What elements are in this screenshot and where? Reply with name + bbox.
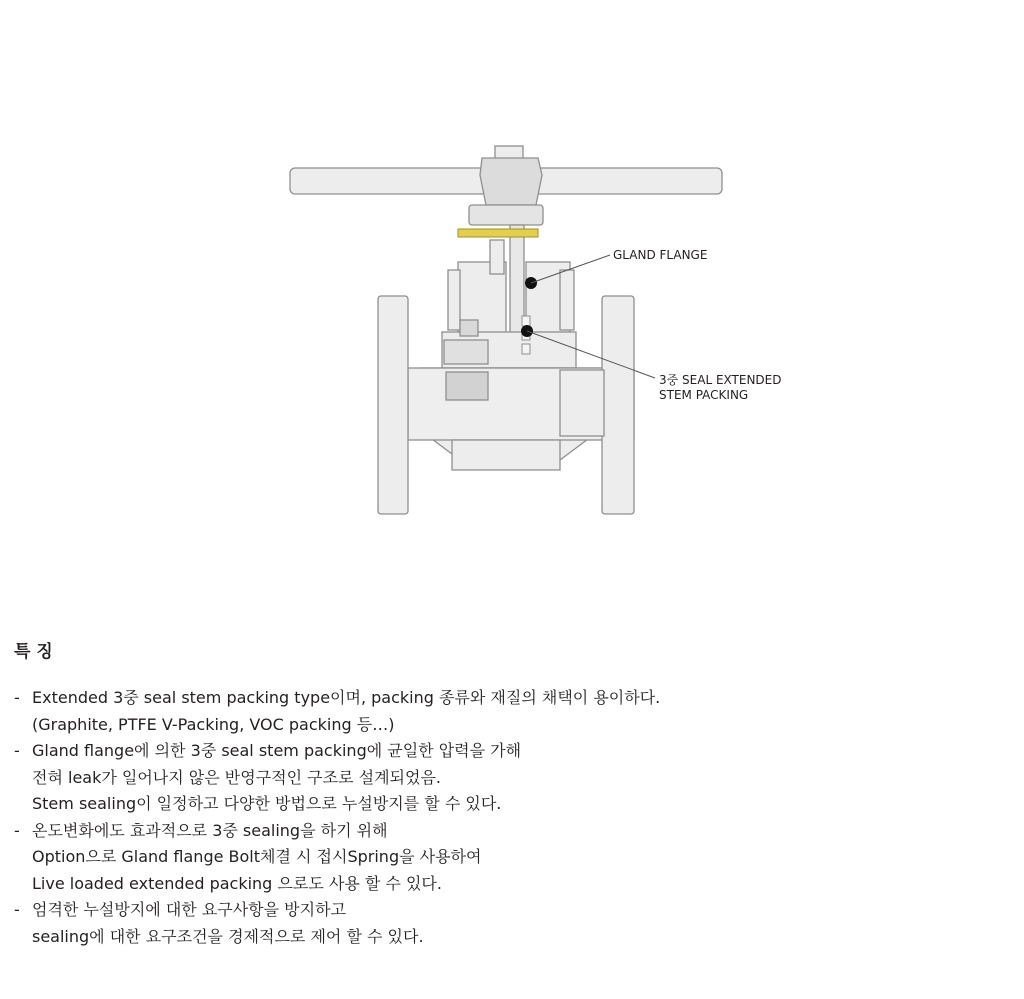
feature-item bbox=[14, 685, 1004, 738]
feature-line: Extended 3중 seal stem packing type이며, packing 종류와 재질의 채택이 용이하다. bbox=[32, 688, 661, 707]
feature-line: 엄격한 누설방지에 대한 요구사항을 방지하고 bbox=[32, 900, 347, 919]
flange-left bbox=[378, 296, 408, 514]
gland-flange-plate bbox=[458, 229, 538, 237]
feature-line: 전혀 leak가 일어나지 않은 반영구적인 구조로 설계되었음. bbox=[32, 767, 441, 787]
callout-text: 3중 SEAL EXTENDED bbox=[659, 373, 782, 387]
feature-item bbox=[14, 738, 1004, 818]
hub-base bbox=[469, 205, 543, 225]
features-title: 특 징 bbox=[14, 642, 53, 662]
feature-line: 온도변화에도 효과적으로 3중 sealing을 하기 위해 bbox=[32, 820, 388, 840]
bullet-dash: - bbox=[14, 820, 20, 840]
packing-ring bbox=[522, 316, 530, 326]
packing-ring bbox=[522, 344, 530, 354]
callout-text: STEM PACKING bbox=[659, 388, 749, 402]
feature-line: Live loaded extended packing 으로도 사용 할 수 있다. bbox=[32, 873, 442, 893]
feature-line: Stem sealing이 일정하고 다양한 방법으로 누설방지를 할 수 있다. bbox=[32, 794, 502, 813]
features-section bbox=[14, 641, 1004, 950]
feature-item bbox=[14, 818, 1004, 898]
bullet-dash: - bbox=[14, 688, 20, 707]
bullet-dash: - bbox=[14, 900, 20, 919]
gland-flange-label bbox=[613, 248, 707, 263]
flange-right bbox=[602, 296, 634, 514]
feature-item bbox=[14, 897, 1004, 950]
feature-line: sealing에 대한 요구조건을 경제적으로 제어 할 수 있다. bbox=[32, 926, 424, 946]
feature-line: Gland flange에 의한 3중 seal stem packing에 균일한 압력을 가해 bbox=[32, 741, 522, 760]
feature-line: Option으로 Gland flange Bolt체결 시 접시Spring을 사용하여 bbox=[32, 847, 482, 866]
callout-text: GLAND FLANGE bbox=[613, 248, 708, 262]
feature-line: (Graphite, PTFE V-Packing, VOC packing 등…) bbox=[32, 714, 395, 734]
bullet-dash: - bbox=[14, 741, 20, 760]
seal-packing-label bbox=[659, 373, 782, 403]
handwheel-hub bbox=[480, 158, 542, 205]
